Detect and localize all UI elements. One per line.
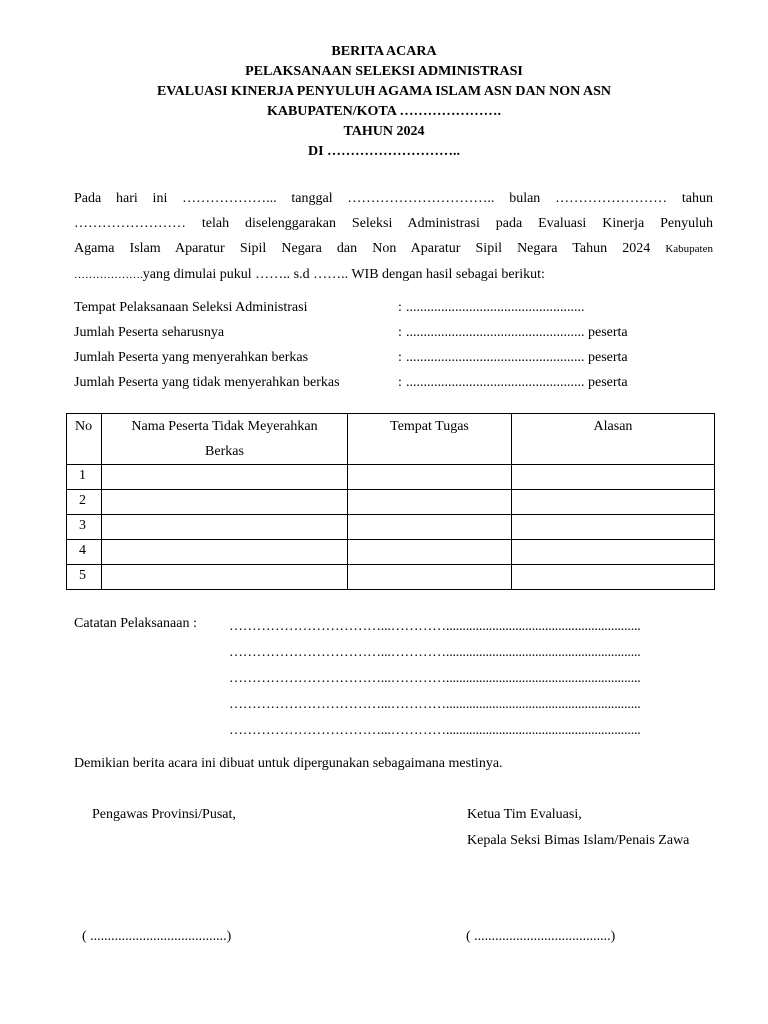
col-header-name-line2: Berkas <box>205 444 244 459</box>
notes-line[interactable]: ……………………………...…………........................................................... <box>229 619 641 634</box>
notes-line[interactable]: ……………………………...…………........................................................... <box>229 645 641 660</box>
field-label-submitted: Jumlah Peserta yang menyerahkan berkas <box>74 350 309 365</box>
cell-workplace[interactable] <box>348 465 512 490</box>
cell-name[interactable] <box>102 465 348 490</box>
field-row-submitted <box>74 348 714 373</box>
intro-paragraph <box>74 186 713 288</box>
col-header-workplace: Tempat Tugas <box>348 414 512 465</box>
header-location: DI ……………………….. <box>307 144 461 159</box>
intro-line-3-small: Kabupaten <box>665 243 713 255</box>
cell-name[interactable] <box>102 515 348 540</box>
cell-name[interactable] <box>102 540 348 565</box>
cell-no: 1 <box>67 465 102 490</box>
cell-workplace[interactable] <box>348 490 512 515</box>
cell-reason[interactable] <box>512 465 715 490</box>
cell-workplace[interactable] <box>348 565 512 590</box>
signature-left-title <box>92 802 236 828</box>
intro-line-4-small: ………………. <box>74 269 143 281</box>
info-fields <box>74 298 714 398</box>
notes-line[interactable]: ……………………………...…………........................................................... <box>229 671 641 686</box>
notes-line[interactable]: ……………………………...…………........................................................... <box>229 697 641 712</box>
field-colon: : <box>398 300 402 315</box>
signature-right-role-2: Kepala Seksi Bimas Islam/Penais Zawa <box>467 833 690 848</box>
field-label-not-submitted: Jumlah Peserta yang tidak menyerahkan berkas <box>74 375 340 390</box>
header-subtitle: PELAKSANAAN SELEKSI ADMINISTRASI <box>245 64 523 79</box>
table-header-row <box>67 414 715 465</box>
table-row <box>67 565 715 590</box>
field-value-venue[interactable]: ................................................... <box>406 300 585 315</box>
field-label-expected: Jumlah Peserta seharusnya <box>74 325 225 340</box>
table-row <box>67 515 715 540</box>
table-row <box>67 465 715 490</box>
header-regency: KABUPATEN/KOTA …………………. <box>266 104 502 119</box>
cell-no: 5 <box>67 565 102 590</box>
cell-name[interactable] <box>102 490 348 515</box>
closing-statement: Demikian berita acara ini dibuat untuk dipergunakan sebagaimana mestinya. <box>74 756 503 771</box>
intro-line-4-main: yang dimulai pukul …….. s.d …….. WIB dengan hasil sebagai berikut: <box>142 267 545 282</box>
cell-no: 4 <box>67 540 102 565</box>
col-header-no: No <box>67 414 102 465</box>
signature-left-role: Pengawas Provinsi/Pusat, <box>92 807 236 822</box>
intro-line-4 <box>74 262 713 288</box>
field-value-not-submitted[interactable]: ................................................... peserta <box>406 375 628 390</box>
intro-line-2: …………………… telah diselenggarakan Seleksi Administrasi pada Evaluasi Kinerja Penyuluh <box>74 216 713 231</box>
intro-line-1: Pada hari ini ………………... tanggal ………………………….. bulan …………………… tahun <box>74 191 713 206</box>
field-value-submitted[interactable]: ................................................... peserta <box>406 350 628 365</box>
field-row-expected <box>74 323 714 348</box>
field-colon: : <box>398 375 402 390</box>
header-evaluation: EVALUASI KINERJA PENYULUH AGAMA ISLAM ASN DAN NON ASN <box>156 84 612 99</box>
field-row-venue <box>74 298 714 323</box>
col-header-name <box>102 414 348 465</box>
signature-right-role-1: Ketua Tim Evaluasi, <box>467 807 582 822</box>
cell-reason[interactable] <box>512 565 715 590</box>
cell-name[interactable] <box>102 565 348 590</box>
notes-line[interactable]: ……………………………...…………........................................................... <box>229 723 641 738</box>
field-row-not-submitted <box>74 373 714 398</box>
cell-workplace[interactable] <box>348 540 512 565</box>
signature-right-name[interactable]: ( .......................................) <box>466 929 616 944</box>
field-label-venue: Tempat Pelaksanaan Seleksi Administrasi <box>74 300 308 315</box>
col-header-reason: Alasan <box>512 414 715 465</box>
cell-no: 2 <box>67 490 102 515</box>
table-row <box>67 490 715 515</box>
table-row <box>67 540 715 565</box>
intro-line-3-main: Agama Islam Aparatur Sipil Negara dan Non Aparatur Sipil Negara Tahun 2024 <box>74 241 651 256</box>
cell-workplace[interactable] <box>348 515 512 540</box>
signature-left-name[interactable]: ( .......................................) <box>82 929 232 944</box>
cell-reason[interactable] <box>512 490 715 515</box>
field-colon: : <box>398 350 402 365</box>
cell-no: 3 <box>67 515 102 540</box>
document-header <box>0 42 768 162</box>
field-colon: : <box>398 325 402 340</box>
signature-right-title <box>467 802 689 854</box>
notes-lines <box>229 616 713 746</box>
cell-reason[interactable] <box>512 540 715 565</box>
non-submission-table <box>66 413 715 590</box>
header-year: TAHUN 2024 <box>343 124 425 139</box>
field-value-expected[interactable]: ................................................... peserta <box>406 325 628 340</box>
notes-label: Catatan Pelaksanaan : <box>74 616 197 631</box>
col-header-name-line1: Nama Peserta Tidak Meyerahkan <box>131 419 318 434</box>
intro-line-3 <box>74 236 713 262</box>
header-title: BERITA ACARA <box>331 44 437 59</box>
cell-reason[interactable] <box>512 515 715 540</box>
